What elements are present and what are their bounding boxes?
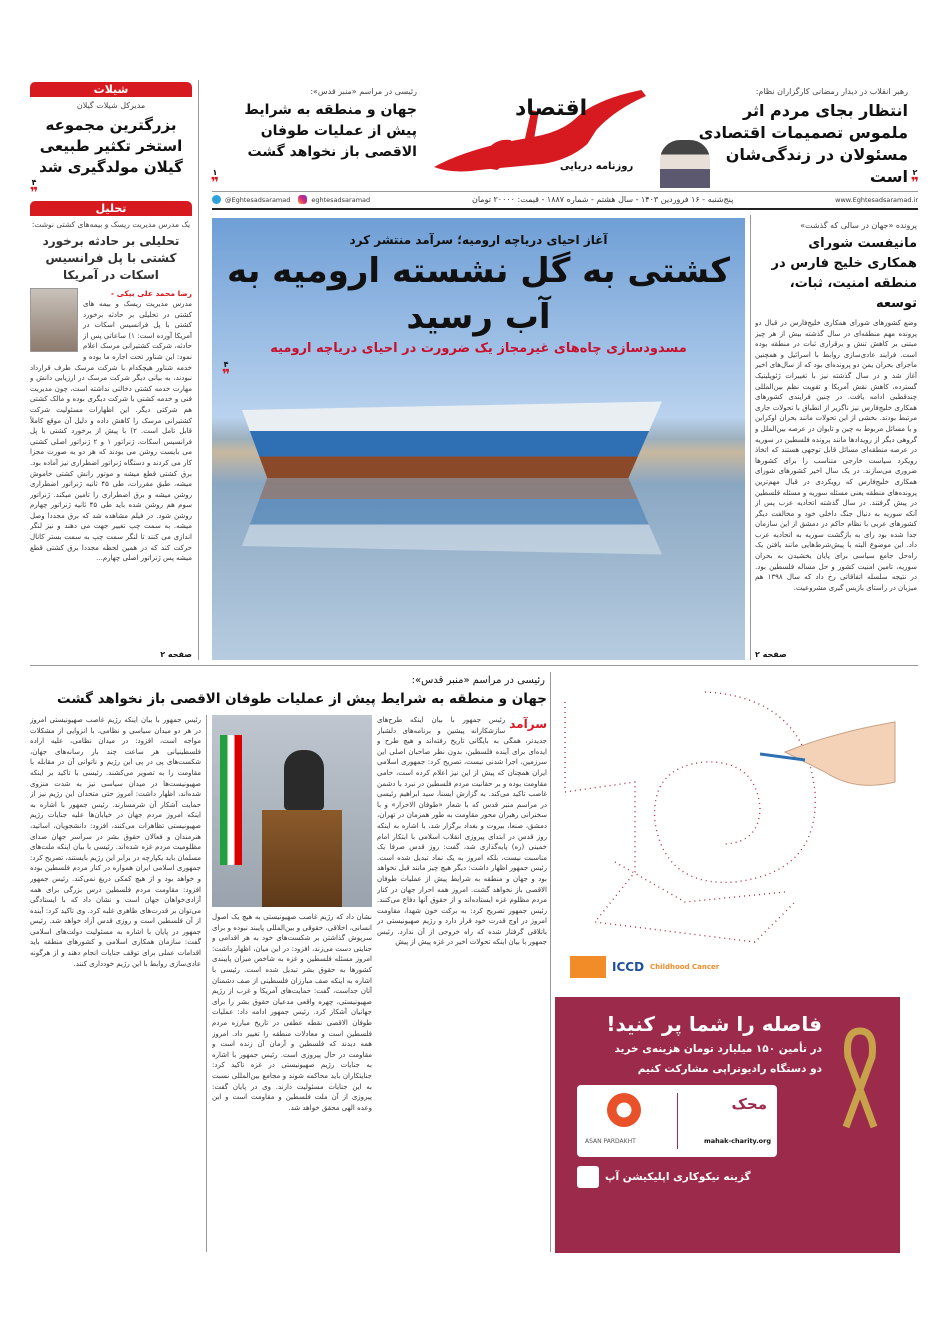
author-name: رضا محمد علی بیکی -: [111, 289, 192, 298]
mahak-url[interactable]: mahak-charity.org: [703, 1137, 771, 1145]
connect-dots-puzzle: [555, 672, 900, 950]
section-header-fisheries: شیلات: [30, 82, 192, 97]
headline-leader[interactable]: انتظار بجای مردم اثر ملموس تصمیمات اقتصادی مسئولان در زندگی‌شان است: [698, 101, 908, 186]
telegram-icon: [212, 195, 221, 204]
app-row: [577, 1166, 751, 1188]
childhood-cancer-logo: [570, 956, 606, 978]
lead-subhead: مسدودسازی چاه‌های غیرمجاز یک ضرورت در احیای دریاچه ارومیه: [270, 341, 687, 356]
iran-flag: [220, 735, 242, 865]
column-divider: [206, 715, 207, 1252]
kicker: رهبر انقلاب در دیدار رمضانی کارگزاران نظام:: [755, 87, 908, 96]
headline-fisheries[interactable]: بزرگترین مجموعه استخر تکثیر طبیعی گیلان مولدگیری شد: [39, 116, 183, 176]
kicker: مدیرکل شیلات گیلان: [76, 101, 146, 110]
sponsor-box: [577, 1085, 777, 1157]
instagram-icon: [298, 195, 307, 204]
headline-gcc[interactable]: مانیفست شورای همکاری خلیج فارس در منطقه امنیت، ثبات، توسعه: [771, 236, 917, 311]
article-col-right: سرآمد رئیس جمهور با بیان اینکه طرح‌های سازشکارانه پیشین و برنامه‌های دلشبار جدیدتر، همگی به بایگانی تاریخ رفته‌اند و هیچ طرح و ایده‌ای برای آینده فلسطین، بدون نظر صاحبان اصلی این سرزمین، اجرا شدنی نیست، تصریح کرد: جمهوری اسلامی ایران همچنان که پیش از این نیز اعلام کرده است، حامی مقاومت بوده و بر حقانیت مردم فلسطین در نبرد با دشمن غاصب تاکید می‌کند. به گزارش ایسنا، سید ابراهیم رئیسی در مراسم منبر قدس که با شعار «طوفان الاحرار» و با سخنرانی رهبران محور مقاومت به طور همزمان در تهران، دمشق، صنعا، بیروت و بغداد برگزار شد، با اشاره به اینکه روز قدس در ابتدای پیروزی انقلاب اسلامی با ابتکار امام خمینی (ره) پایه‌گذاری شد، گفت: روز قدس صرفا یک مناسبت نیست، بلکه امروز به یک نماد تبدیل شده است. رئیس جمهور اظهار داشت: دیگر هیچ چیز مانند قبل نخواهد بود و جهان و منطقه به شرایط پیش از عملیات طوفان الاقصی باز نخواهد گشت. امروز همه احرار جهان در کنار مردم مظلوم غزه ایستاده‌اند و از حقوق آنها دفاع می‌کنند. رئیس جمهور تصریح کرد: به برکت خون شهدا، مقاومت امروز در اوج قدرت خود قرار دارد و رژیم صهیونیستی در باتلاقی گرفتار شده که راه خروجی از آن ندارد. رئیس جمهور با بیان اینکه تحولات اخیر در غزه پیش از پیش: [377, 716, 547, 947]
ship-reflection: [242, 478, 662, 563]
page-ref: ۴ ❞: [30, 178, 39, 201]
logo-sub: اقتصاد: [515, 96, 588, 121]
lead-story: [222, 232, 735, 383]
ad-line2: دو دستگاه رادیوتراپی مشارکت کنیم: [637, 1063, 822, 1075]
asan-pardakht-logo: [607, 1093, 641, 1127]
kicker: یک مدرس مدیریت ریسک و بیمه‌های کشتی نوشت:: [31, 220, 191, 229]
kicker: پرونده «جهان در سالی که گذشت»: [800, 221, 917, 230]
article-columns: [30, 715, 547, 1252]
left-column: [30, 82, 192, 660]
ad-app-text: گزینه نیکوکاری اپلیکیشن آپ: [605, 1170, 751, 1183]
dateline-row: [212, 193, 918, 206]
page-ref: ۱ ❞: [210, 168, 220, 191]
gcc-body: وضع کشورهای شورای همکاری خلیج‌فارس در قبال دو پرونده مهم منطقه‌ای در سال گذشته بیش از هر چیز مبتنی بر کاهش تنش و برقراری ثبات در منطقه بوده است. فرایند عادی‌سازی روابط با اسرائیل و همچنین ماجرای بحران یمن دو پرونده‌ای بود که از سال‌های اخیر آغاز شد و در سال گذشته نیز با تغییرات ژئوپلیتیک گسترده، کاهش نقش آمریکا و تقویت نظم بین‌المللی چندقطبی ادامه یافت. در چنین فرایندی کشورهای همکاری خلیج‌فارس نیز ناگزیر از انطباق با تحولات جاری مرتبط بودند. بخشی از این تحولات مانند بحران اوکراین و یا مسائل مربوط به چین و تایوان در عرصه بین‌الملل و گروهی دیگر از رویدادها مانند پرونده فلسطین در سوریه در عرصه منطقه‌ای مسائل قابل توجهی هستند که اتخاذ رویکرد سیاست خارجی متناسب را برای کشورها ضروری می‌سازند. در یک سال اخیر کشورهای شورای همکاری خلیج‌فارس که رویکردی در قبال مهم‌ترین پرونده‌های منطقه یعنی مسئله سوریه و مسئله فلسطین در پیش گرفتند. در سال گذشته اتحادیه عرب پس از آنکه سوریه به دنبال جنگ داخلی خود و مخالفت دیگر کشورهای عربی با نظام حاکم در دمشق از این سازمان جدا شده بود رای به بازگشت سوریه به اتحادیه عرب داد. این موضوع البته با پیش‌شرط‌هایی مانند یافتن یک راه‌حل جامع سیاسی برای پایان بخشیدن به بحران سوریه، تامین امنیت کشور و حل مساله فلسطین بود. در نتیجه سلسله اتفاقاتی رخ داد که سال ۱۳۹۸ هم میزبان در راستای بازیس گیری مشروعیت.: [755, 319, 917, 592]
lead-kicker: آغاز احیای دریاچه ارومیه؛ سرآمد منتشر کرد: [349, 233, 608, 247]
asan-pardakht-name: ASAN PARDAKHT: [585, 1138, 636, 1145]
partner-logos: [570, 956, 719, 978]
article-col-middle-wrap: [212, 715, 372, 1252]
iccd-logo: ICCD: [612, 960, 645, 974]
top-middle-story: [222, 86, 417, 190]
article-col-left: رئیس جمهور با بیان اینکه رژیم غاصب صهیونیستی امروز در هر دو میدان سیاسی و نظامی، با انزوایی از مشکلات مواجه است، افزود: در میدان نظامی، علیه اراده فلسطینیانی هر ساعت چند بار رسانه‌های جهان، شکست‌های پی در پی این رژیم و ناتوانی آن در مقابله با مقاومت را به تصویر می‌کشند. رئیسی با تاکید بر اینکه صهیونیست‌ها در میدان سیاسی نیز به شدت منزوی شده‌اند، اظهار داشت: امروز حتی متحدان این رژیم نیز از حمایت آشکار آن شرمسارند. رئیس جمهور با اشاره به اینکه امروز مردم جهان در خیابان‌ها علیه جنایات رژیم صهیونیستی تظاهرات می‌کنند، افزود: دانشجویان، اساتید، هنرمندان و فعالان حقوق بشر در سراسر جهان صدای مظلومیت مردم غزه شده‌اند. رئیسی با بیان اینکه ملت‌های مسلمان باید یکپارچه در برابر این رژیم بایستند، تصریح کرد: جمهوری اسلامی ایران همواره در کنار مردم فلسطین بوده و خواهد بود و از هیچ کمکی دریغ نمی‌کند. رئیس جمهور افزود: مقاومت مردم فلسطین درس بزرگی برای همه آزادی‌خواهان جهان است و نشان داد که با ایستادگی می‌توان بر قدرت‌های ظاهری غلبه کرد. وی تاکید کرد: آینده از آن فلسطین است و روزی قدس آزاد خواهد شد. رئیس جمهور در پایان با اشاره به مسئولیت دولت‌های اسلامی گفت: سازمان همکاری اسلامی و کشورهای منطقه باید اقدامات عملی برای توقف جنایات انجام دهند و از هرگونه عادی‌سازی روابط با این رژیم خودداری کنند.: [30, 716, 201, 968]
ad-content: [577, 1011, 822, 1188]
article-col-middle: نشان داد که رژیم غاصب صهیونیستی به هیچ یک اصول انسانی، اخلاقی، حقوقی و بین‌المللی پایبند نبوده و برای سرپوش گذاشتن بر شکست‌های خود به هر اقدامی و جنایتی دست می‌زند، افزود: در این میان، اظهار داشت: امروز مسئله فلسطین و غزه به شاخص میزان پایبندی کشورها به حقوق بشر تبدیل شده است. رئیسی با اشاره به اینکه صف مبارزان فلسطینی از صف دشمنان آنان جداست، گفت: حمایت‌های آمریکا و غرب از رژیم صهیونیستی، چهره واقعی مدعیان حقوق بشر را برای جهانیان آشکار کرد. رئیس جمهور ادامه داد: عملیات طوفان الاقصی نقطه عطفی در تاریخ مبارزه مردم فلسطین است و معادلات منطقه را تغییر داد. امروز همه دیدند که فلسطین و آرمان آن زنده است و مقاومت در حال پیروزی است. رئیس جمهور با اشاره به جنایات رژیم صهیونیستی در غزه تاکید کرد: جنایتکاران باید محاکمه شوند و مجامع بین‌المللی نسبت به این جنایات مسئولیت دارند. وی در پایان گفت: پیروزی از آن ملت فلسطین و مقاومت است و این وعده الهی محقق خواهد شد.: [212, 913, 372, 1112]
mahak-logo: محک: [731, 1095, 767, 1113]
top-right-story: [683, 86, 908, 190]
tagline: روزنامه دریایی: [560, 161, 634, 172]
lower-headline[interactable]: جهان و منطقه به شرایط پیش از عملیات طوفان الاقصی باز نخواهد گشت: [57, 691, 547, 707]
page-ref: صفحه ۲: [160, 650, 192, 659]
ship: [242, 393, 662, 478]
quote-icon: ❞: [222, 367, 231, 383]
social-links: @Eghtesadsaramad eghtesadsaramad: [212, 194, 370, 206]
page-ref: صفحه ۲: [755, 650, 787, 659]
quote-icon: ❞: [30, 185, 39, 201]
logo-mark: سرآمد: [509, 717, 547, 731]
right-column: [755, 220, 917, 660]
speaker: [284, 750, 324, 810]
analysis-body: رضا محمد علی بیکی - مدرس مدیریت ریسک و بیمه های کشتی در تحلیلی بر حادثه برخورد کشتی با پل فرانسیس اسکات در آمریکا آورده است: ۱) ساعاتی پس از حادثه، شرکت کشتیرانی مرسک اعلام نمود: این شناور تحت اجاره ما بوده و خدمه شناور هیچکدام با شرکت مرسک طرف قرارداد نبودند، به بیانی دیگر شرکت مرسک در ارزیابی دانش و مهارت خدمه کشتی دخالتی نداشته است، چون مدیریت فنی و خدمه کشتی با شرکت دیگری بوده و مالک کشتی هم شرکتی دیگر. این اظهارات مسئولیت شرکت کشتیرانی مرسک را کاهش داده و دلیل آن موقع کاملاً قابل تامل است. ۲) با پیش از برخورد کشتی با پل فرانسیس اسکات، ژنراتور ۱ و ۲ ژنراتور اصلی کشتی می بایست روشن می بودند که هر دو به صورت مجزا کار می کردند و دستگاه ژنراتور اضطراری نیز آماده بود. برق کشتی قطع میشه و موتور رانش کشتی خاموش میشه، طبق مقررات، طی ۴۵ ثانیه ژنراتور اضطراری روشن میشه و برق اضطراری را تامین میکند. ژنراتور سوم هم روشن شده باید طی ۴۵ ثانیه ژنراتور چهارم روشن شود. در فیلم مشاهده شد که برق مجددا وصل میشه. به سمت چپ تغییر جهت می دهند و نیز لنگر اندازی می کنند تا لنگر سمت چپ به سمت بستر کانال حرکت کند که در همین لحظه مجددا برق کشتی قطع میشه پس ژنراتور اصلی چهارم...: [30, 289, 192, 563]
app-icon: [577, 1166, 599, 1188]
podium: [262, 810, 342, 907]
author-photo: [30, 288, 78, 352]
quote-icon: ❞: [210, 175, 220, 191]
raisi-photo: [212, 715, 372, 907]
ad-headline: فاصله را شما پر کنید!: [606, 1012, 822, 1036]
page-ref: ۴ ❞: [222, 360, 231, 383]
headline-raisi[interactable]: جهان و منطقه به شرایط پیش از عملیات طوفان الاقصی باز نخواهد گشت: [244, 102, 417, 160]
headline-analysis[interactable]: تحلیلی بر حادثه برخورد کشتی با پل فرانسیس اسکات در آمریکا: [42, 234, 180, 282]
dateline: پنج‌شنبه - ۱۶ فروردین ۱۴۰۳ - سال هشتم - شماره ۱۸۸۷ - قیمت: ۲۰۰۰۰ تومان: [471, 194, 734, 204]
section-header-analysis: تحلیل: [30, 201, 192, 216]
cancer-day-logo: Childhood Cancer: [650, 962, 720, 971]
mahak-ad[interactable]: [555, 997, 900, 1253]
kicker: رئیسی در مراسم «منبر قدس»:: [310, 87, 417, 96]
ad-line1: در تأمین ۱۵۰ میلیارد تومان هزینه‌ی خرید: [614, 1043, 822, 1055]
lower-article: [30, 674, 547, 1252]
page-ref: ۲ ❞: [910, 168, 920, 191]
lower-kicker: رئیسی در مراسم «منبر قدس»:: [411, 675, 545, 686]
gold-ribbon-icon: [840, 1027, 880, 1137]
website-link[interactable]: www.Eghtesadsaramad.ir: [835, 195, 918, 204]
lead-headline[interactable]: کشتی به گل نشسته ارومیه به آب رسید: [226, 251, 731, 337]
quote-icon: ❞: [910, 175, 920, 191]
